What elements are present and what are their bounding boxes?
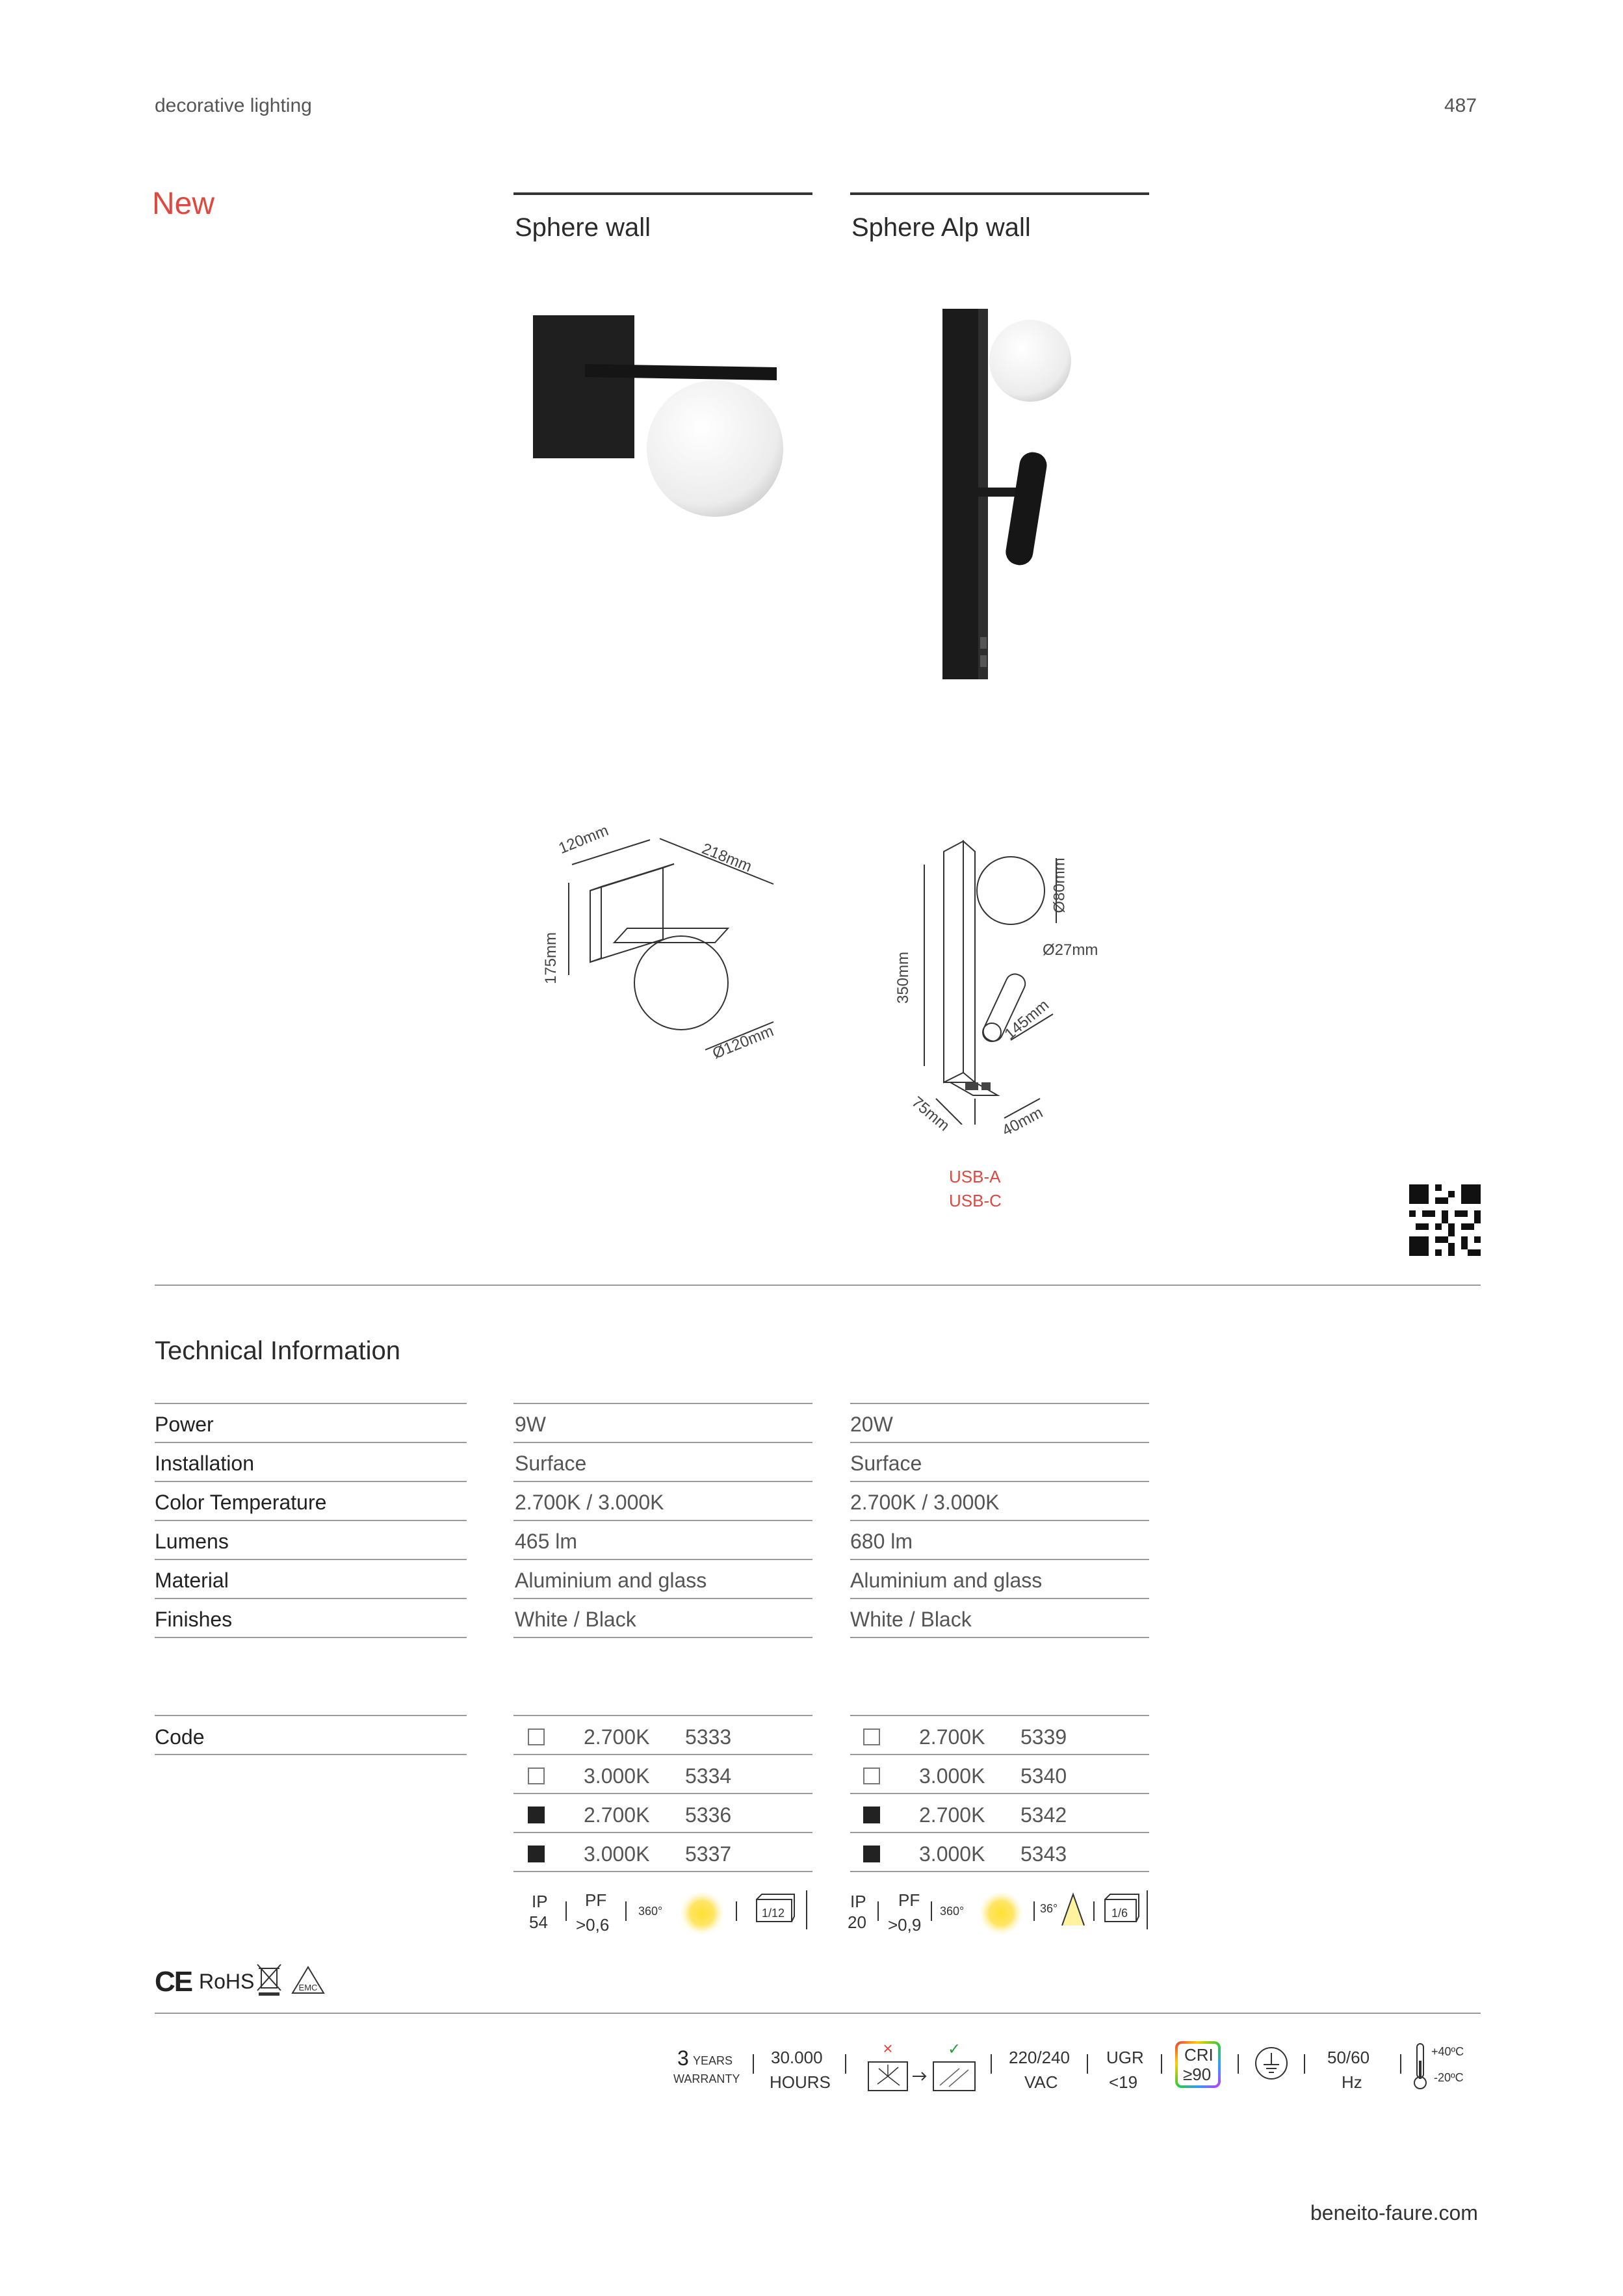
ip-label: IP bbox=[532, 1892, 548, 1911]
cri-label: CRI bbox=[1184, 2045, 1214, 2065]
dim-218mm: 218mm bbox=[699, 840, 755, 876]
svg-text:✓: ✓ bbox=[947, 2041, 961, 2058]
product-title-2: Sphere Alp wall bbox=[851, 213, 1031, 242]
dim-350mm: 350mm bbox=[894, 951, 913, 1004]
row-val2-power: 20W bbox=[850, 1413, 893, 1436]
code-number: 5342 bbox=[1020, 1803, 1067, 1827]
voltage-value: 220/240 bbox=[1009, 2048, 1070, 2067]
finish-white-swatch bbox=[528, 1729, 545, 1745]
code-number: 5340 bbox=[1020, 1764, 1067, 1788]
row-label-power: Power bbox=[155, 1413, 214, 1436]
ip-value: 54 bbox=[529, 1912, 548, 1932]
dim-175mm: 175mm bbox=[542, 932, 560, 985]
row-label-material: Material bbox=[155, 1569, 229, 1592]
beam-angle: 360° bbox=[638, 1905, 663, 1918]
dim-75mm: 75mm bbox=[908, 1093, 953, 1135]
voltage-unit: VAC bbox=[1024, 2072, 1058, 2092]
row-val1-installation: Surface bbox=[515, 1452, 587, 1475]
temperature-min: -20ºC bbox=[1434, 2071, 1464, 2084]
row-label-finishes: Finishes bbox=[155, 1608, 233, 1631]
page-number: 487 bbox=[1444, 95, 1477, 116]
code-temp: 3.000K bbox=[584, 1842, 650, 1866]
product-rule-2 bbox=[850, 192, 1149, 195]
row-val1-color-temperature: 2.700K / 3.000K bbox=[515, 1491, 664, 1514]
website-link[interactable]: beneito-faure.com bbox=[1310, 2201, 1478, 2224]
row-label-installation: Installation bbox=[155, 1452, 254, 1475]
temperature-max: +40ºC bbox=[1431, 2045, 1464, 2058]
cri-value: ≥90 bbox=[1183, 2065, 1212, 2084]
row-val2-material: Aluminium and glass bbox=[850, 1569, 1043, 1592]
beam-angle: 360° bbox=[940, 1905, 965, 1918]
pf-value: >0,9 bbox=[888, 1915, 922, 1935]
code-temp: 2.700K bbox=[584, 1725, 650, 1749]
sphere-alp-wall-photo bbox=[923, 299, 1105, 689]
frequency-value: 50/60 bbox=[1327, 2048, 1370, 2067]
dim-27mm-diameter: Ø27mm bbox=[1043, 941, 1098, 959]
finish-black-swatch bbox=[528, 1807, 545, 1823]
hours-number: 30.000 bbox=[771, 2048, 823, 2067]
new-badge: New bbox=[152, 187, 215, 221]
footer-divider bbox=[155, 2013, 1481, 2014]
row-val1-finishes: White / Black bbox=[515, 1608, 636, 1631]
glass-breakage-icon bbox=[864, 2040, 981, 2094]
code-number: 5334 bbox=[685, 1764, 732, 1788]
code-number: 5343 bbox=[1020, 1842, 1067, 1866]
sphere-alp-wall-drawing bbox=[910, 826, 1105, 1125]
code-temp: 2.700K bbox=[584, 1803, 650, 1827]
dim-145mm: 145mm bbox=[1001, 996, 1053, 1043]
weee-bin-icon bbox=[256, 1962, 282, 1997]
insulation-class: 1/12 bbox=[762, 1907, 785, 1920]
sphere-wall-photo bbox=[520, 299, 806, 533]
finish-white-swatch bbox=[863, 1768, 880, 1784]
row-val1-power: 9W bbox=[515, 1413, 546, 1436]
row-label-lumens: Lumens bbox=[155, 1530, 229, 1553]
ip-value: 20 bbox=[848, 1912, 866, 1932]
code-temp: 2.700K bbox=[919, 1725, 985, 1749]
warranty-years-number: 3 bbox=[677, 2046, 689, 2070]
spot-beam-angle: 36° bbox=[1040, 1902, 1058, 1915]
pf-label: PF bbox=[585, 1890, 607, 1910]
dim-80mm-diameter: Ø80mm bbox=[1050, 857, 1069, 913]
finish-black-swatch bbox=[863, 1807, 880, 1823]
svg-text:EMC: EMC bbox=[298, 1983, 318, 1992]
ugr-label: UGR bbox=[1106, 2048, 1144, 2067]
insulation-class: 1/6 bbox=[1111, 1907, 1128, 1920]
code-number: 5333 bbox=[685, 1725, 732, 1749]
product-title-1: Sphere wall bbox=[515, 213, 651, 242]
code-number: 5339 bbox=[1020, 1725, 1067, 1749]
section-divider bbox=[155, 1285, 1481, 1286]
thermometer-icon bbox=[1412, 2041, 1429, 2091]
code-label: Code bbox=[155, 1725, 205, 1749]
pf-value: >0,6 bbox=[576, 1915, 610, 1935]
warranty-label: WARRANTY bbox=[673, 2072, 740, 2085]
code-temp: 2.700K bbox=[919, 1803, 985, 1827]
usb-c-label: USB-C bbox=[949, 1191, 1002, 1210]
spot-beam-icon bbox=[1058, 1892, 1088, 1928]
finish-white-swatch bbox=[863, 1729, 880, 1745]
dim-120mm-diameter: Ø120mm bbox=[710, 1022, 776, 1063]
ground-connection-icon bbox=[1253, 2045, 1290, 2081]
light-spread-icon bbox=[676, 1890, 728, 1936]
dim-40mm: 40mm bbox=[999, 1103, 1046, 1140]
row-val2-installation: Surface bbox=[850, 1452, 922, 1475]
svg-text:×: × bbox=[883, 2040, 893, 2058]
ugr-value: <19 bbox=[1109, 2072, 1138, 2092]
row-val2-lumens: 680 lm bbox=[850, 1530, 913, 1553]
emc-icon bbox=[290, 1964, 326, 1996]
pf-label: PF bbox=[898, 1890, 920, 1910]
hours-label: HOURS bbox=[770, 2072, 831, 2092]
finish-black-swatch bbox=[528, 1846, 545, 1862]
row-val1-lumens: 465 lm bbox=[515, 1530, 578, 1553]
row-label-color-temperature: Color Temperature bbox=[155, 1491, 327, 1514]
warranty-years: YEARS bbox=[693, 2054, 733, 2067]
code-temp: 3.000K bbox=[919, 1842, 985, 1866]
category-label: decorative lighting bbox=[155, 95, 312, 116]
row-val2-color-temperature: 2.700K / 3.000K bbox=[850, 1491, 1000, 1514]
finish-white-swatch bbox=[528, 1768, 545, 1784]
qr-code[interactable] bbox=[1409, 1184, 1481, 1256]
dim-120mm: 120mm bbox=[556, 822, 611, 858]
row-val1-material: Aluminium and glass bbox=[515, 1569, 707, 1592]
rohs-mark: RoHS bbox=[199, 1970, 255, 1993]
ip-label: IP bbox=[850, 1892, 866, 1911]
light-spread-icon bbox=[975, 1890, 1027, 1936]
code-temp: 3.000K bbox=[584, 1764, 650, 1788]
ce-mark: CE bbox=[155, 1966, 192, 1998]
frequency-unit: Hz bbox=[1342, 2072, 1362, 2092]
code-number: 5336 bbox=[685, 1803, 732, 1827]
tech-info-title: Technical Information bbox=[155, 1337, 400, 1365]
usb-a-label: USB-A bbox=[949, 1167, 1001, 1186]
row-val2-finishes: White / Black bbox=[850, 1608, 972, 1631]
finish-black-swatch bbox=[863, 1846, 880, 1862]
code-number: 5337 bbox=[685, 1842, 732, 1866]
product-rule-1 bbox=[513, 192, 812, 195]
code-temp: 3.000K bbox=[919, 1764, 985, 1788]
